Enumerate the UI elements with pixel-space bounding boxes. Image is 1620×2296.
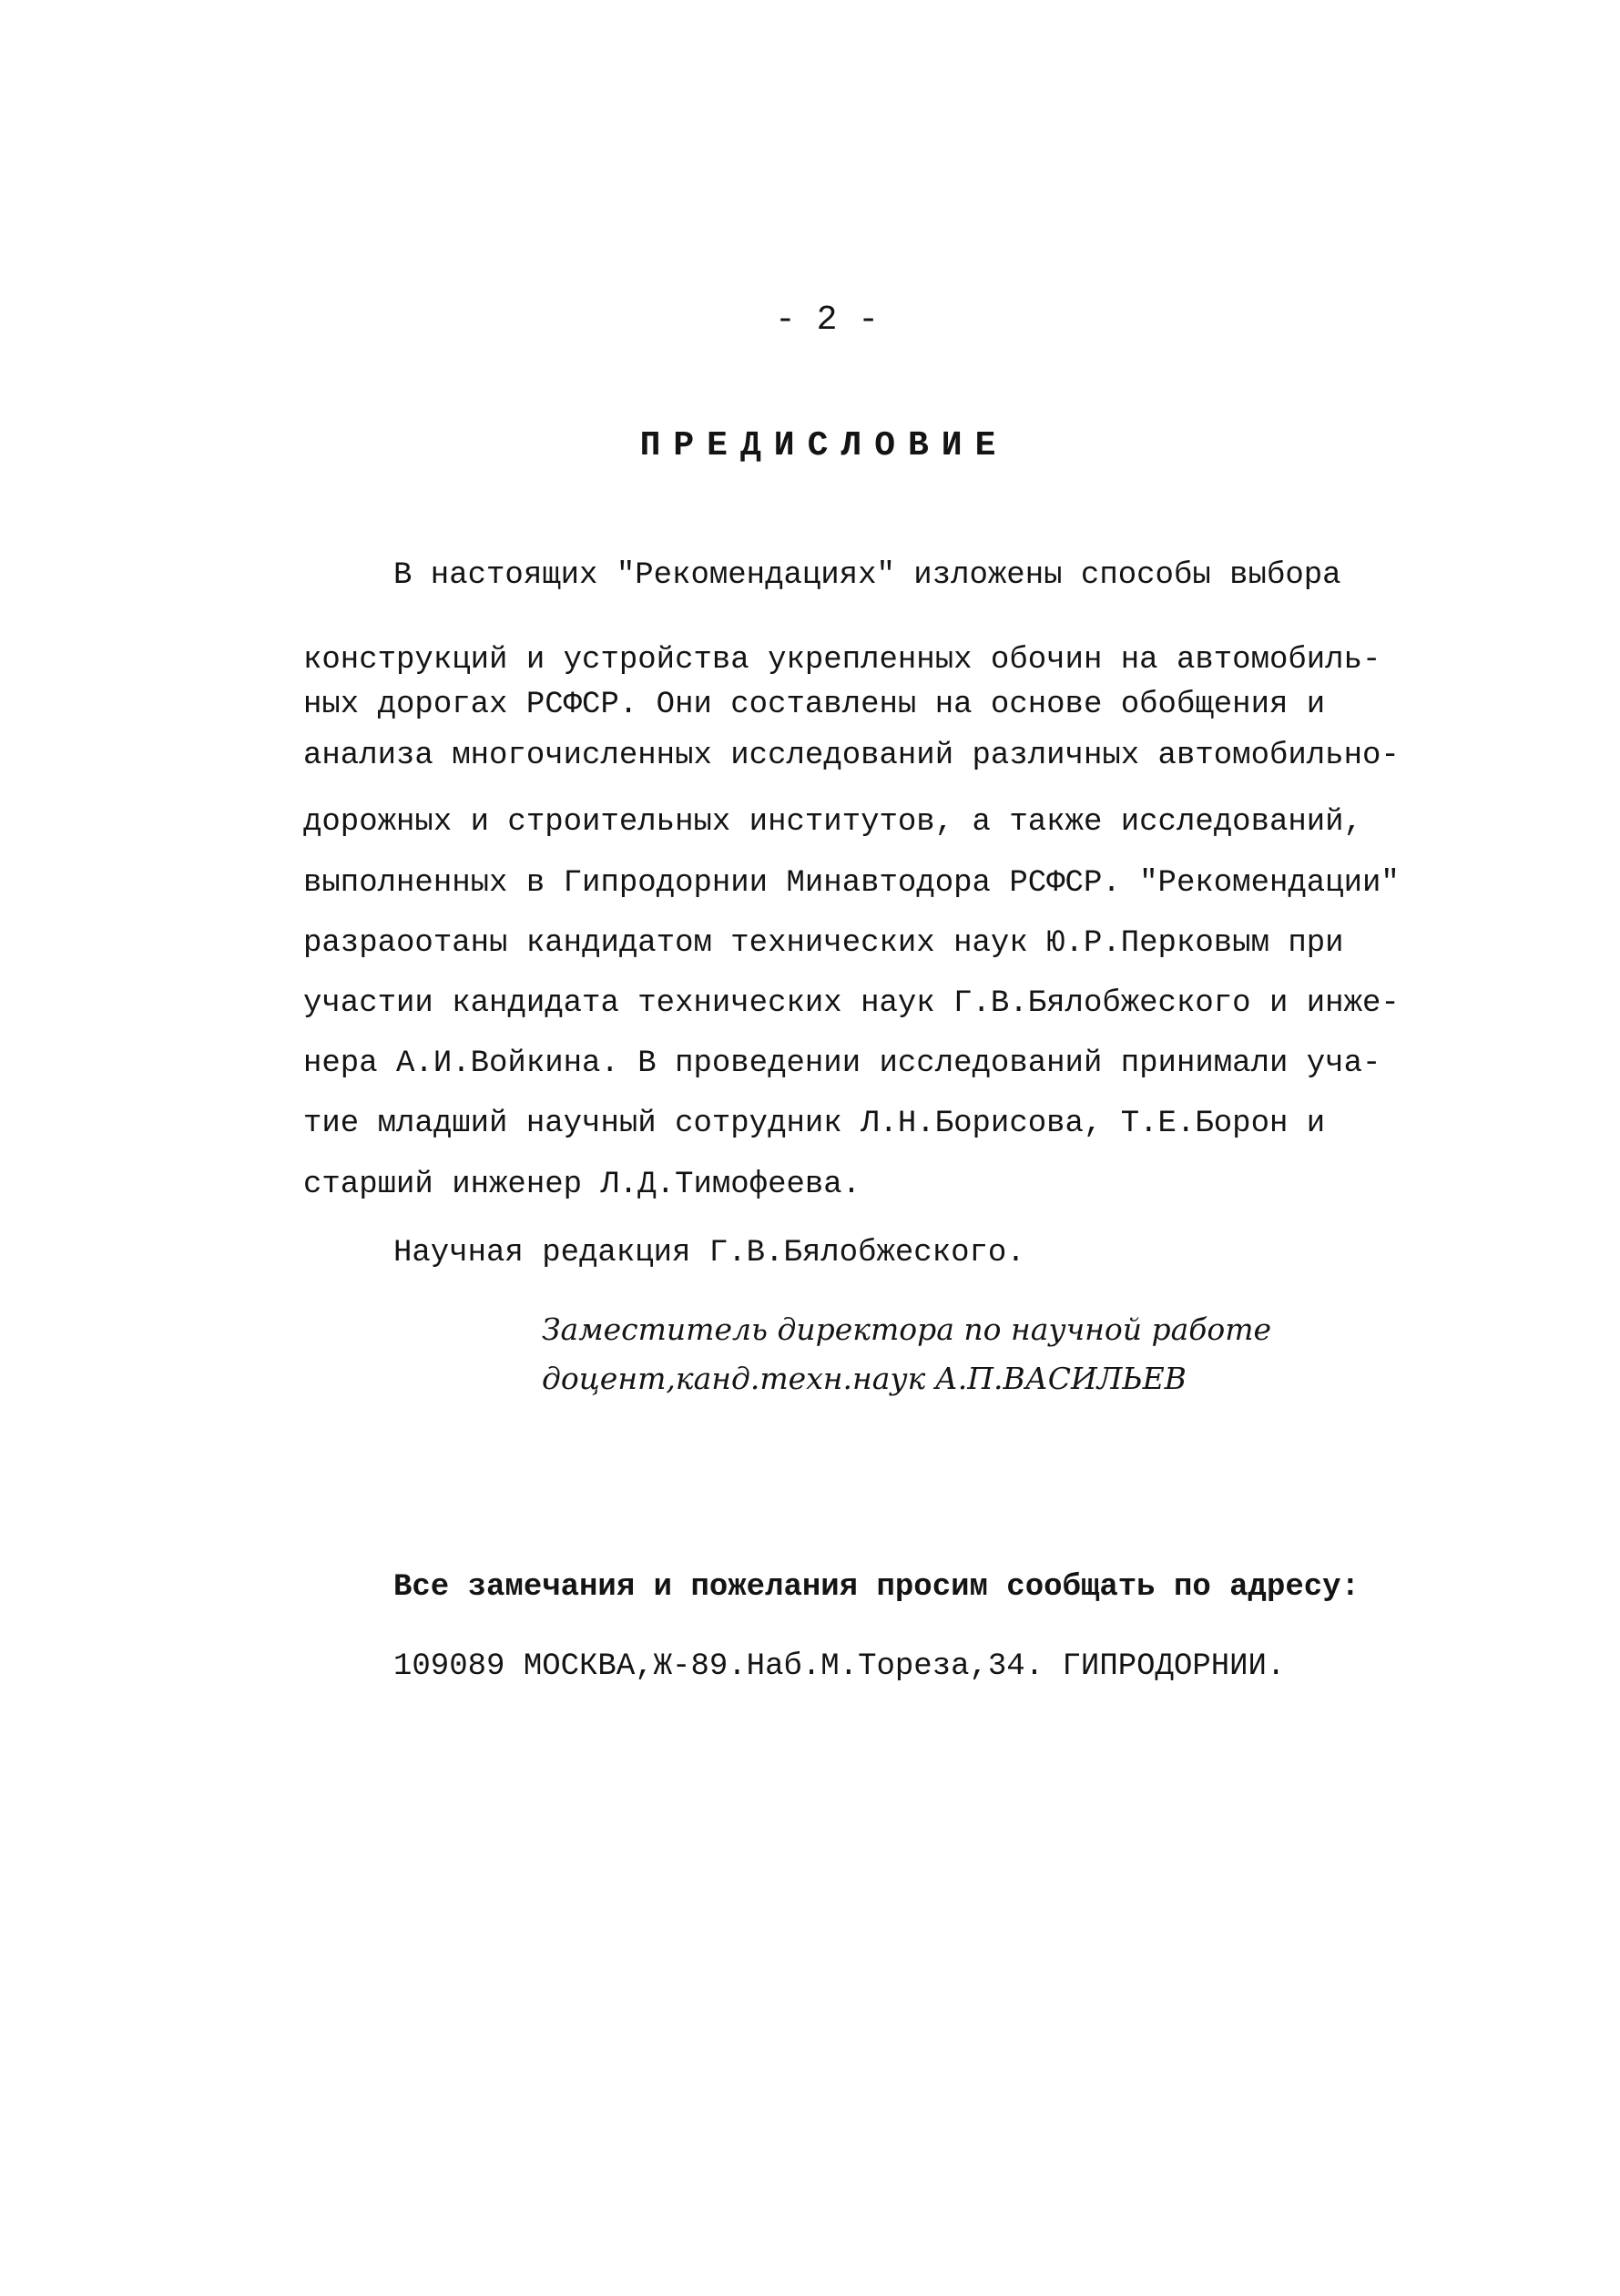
paragraph-line: участии кандидата технических наук Г.В.Бялобжеского и инже-: [303, 986, 1400, 1021]
signature-name: доцент,канд.техн.наук А.П.ВАСИЛЬЕВ: [542, 1361, 1187, 1396]
contact-request: Все замечания и пожелания просим сообщать по адресу:: [393, 1570, 1360, 1605]
paragraph-line: конструкций и устройства укрепленных обочин на автомобиль-: [303, 643, 1381, 678]
paragraph-line: ных дорогах РСФСР. Они составлены на основе обобщения и: [303, 688, 1326, 722]
paragraph-line: анализа многочисленных исследований различных автомобильно-: [303, 739, 1400, 773]
signature-position: Заместитель директора по научной работе: [542, 1311, 1272, 1347]
paragraph-line: дорожных и строительных институтов, а также исследований,: [303, 805, 1362, 840]
paragraph-line: разраоотаны кандидатом технических наук Ю.Р.Перковым при: [303, 926, 1344, 961]
paragraph-line: нера А.И.Войкина. В проведении исследований принимали уча-: [303, 1046, 1381, 1081]
editor-note: Научная редакция Г.В.Бялобжеского.: [393, 1236, 1025, 1270]
paragraph-line: выполненных в Гипродорнии Минавтодора РСФСР. "Рекомендации": [303, 866, 1400, 901]
paragraph-line: В настоящих "Рекомендациях" изложены способы выбора: [393, 558, 1341, 593]
contact-address: 109089 МОСКВА,Ж-89.Наб.М.Тореза,34. ГИПРОДОРНИИ.: [393, 1649, 1286, 1684]
page-number: - 2 -: [774, 301, 880, 340]
paragraph-line: старший инженер Л.Д.Тимофеева.: [303, 1168, 861, 1202]
paragraph-line: тие младший научный сотрудник Л.Н.Борисова, Т.Е.Борон и: [303, 1107, 1326, 1141]
page-title: ПРЕДИСЛОВИЕ: [639, 426, 1009, 465]
